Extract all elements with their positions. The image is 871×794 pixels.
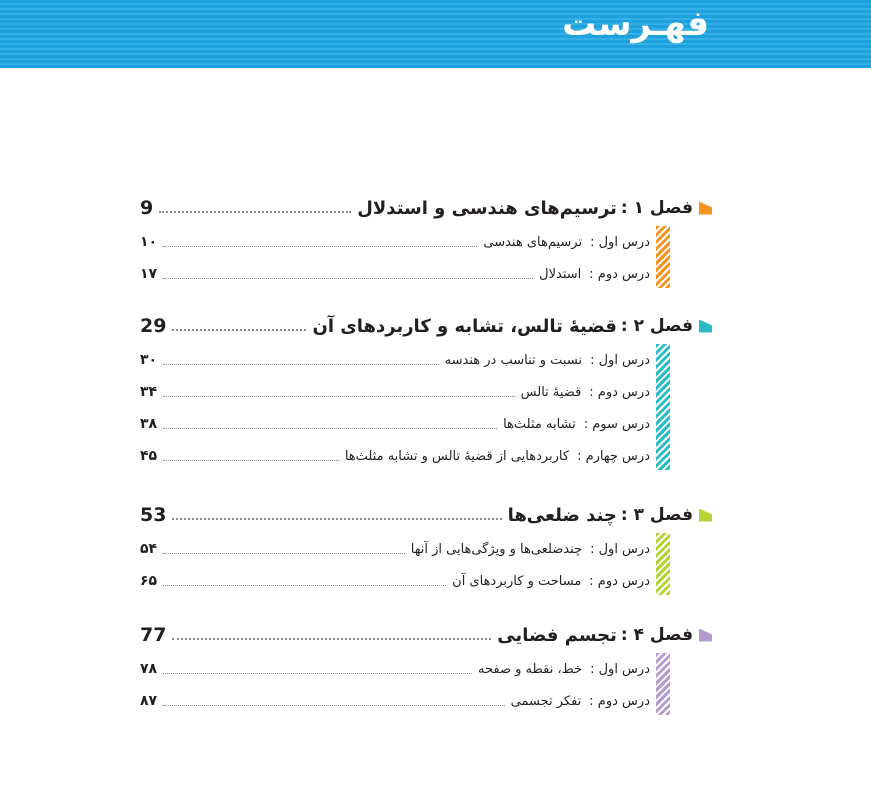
lesson-list <box>140 533 712 597</box>
chapter-heading[interactable] <box>140 500 712 530</box>
dot-leader <box>172 329 306 331</box>
chapter-page-number: 29 <box>140 315 167 337</box>
lesson-title: تفکر تجسمی <box>510 693 582 709</box>
lesson-title: مساحت و کاربردهای آن <box>452 573 582 589</box>
chapter-page-number: 77 <box>140 624 167 646</box>
chapter-label: فصل ۳ : <box>620 505 693 525</box>
lesson-page-number: ۱۰ <box>140 234 158 250</box>
lesson-prefix: درس چهارم : <box>577 448 650 464</box>
chapter-heading[interactable] <box>140 311 712 341</box>
lesson-page-number: ۵۴ <box>140 541 158 557</box>
lesson-item[interactable] <box>140 685 712 717</box>
dot-leader <box>163 585 446 586</box>
dot-leader <box>163 278 533 279</box>
lesson-title: قضیهٔ تالس <box>520 384 582 400</box>
chapter-4 <box>140 620 712 717</box>
lesson-title: نسبت و تناسب در هندسه <box>444 352 583 368</box>
lesson-title: چندضلعی‌ها و ویژگی‌هایی از آنها <box>410 541 583 557</box>
dot-leader <box>163 673 472 674</box>
lesson-page-number: ۳۴ <box>140 384 158 400</box>
lesson-item[interactable] <box>140 565 712 597</box>
chapter-title: قضیهٔ تالس، تشابه و کاربردهای آن <box>312 315 617 337</box>
lesson-page-number: ۱۷ <box>140 266 158 282</box>
chapter-3 <box>140 500 712 597</box>
dot-leader <box>172 638 491 640</box>
lesson-item[interactable] <box>140 653 712 685</box>
lesson-prefix: درس سوم : <box>583 416 650 432</box>
chapter-label: فصل ۲ : <box>620 316 693 336</box>
lesson-item[interactable] <box>140 258 712 290</box>
chapter-heading[interactable] <box>140 193 712 223</box>
chapter-marker-icon <box>699 629 712 642</box>
lesson-item[interactable] <box>140 440 712 472</box>
chapter-title: ترسیم‌های هندسی و استدلال <box>357 197 617 219</box>
dot-leader <box>163 396 515 397</box>
lesson-prefix: درس دوم : <box>589 573 650 589</box>
dot-leader <box>163 428 497 429</box>
chapter-2 <box>140 311 712 472</box>
lesson-prefix: درس دوم : <box>589 384 650 400</box>
lesson-prefix: درس دوم : <box>589 693 650 709</box>
lesson-item[interactable] <box>140 408 712 440</box>
lesson-item[interactable] <box>140 533 712 565</box>
dot-leader <box>163 364 439 365</box>
chapter-page-number: 53 <box>140 504 167 526</box>
lesson-list <box>140 653 712 717</box>
lesson-page-number: ۴۵ <box>140 448 158 464</box>
chapter-heading[interactable] <box>140 620 712 650</box>
lesson-page-number: ۷۸ <box>140 661 158 677</box>
lesson-prefix: درس اول : <box>590 541 650 557</box>
dot-leader <box>163 246 477 247</box>
chapter-marker-icon <box>699 202 712 215</box>
lesson-page-number: ۸۷ <box>140 693 158 709</box>
lesson-page-number: ۳۰ <box>140 352 158 368</box>
lesson-prefix: درس اول : <box>590 661 650 677</box>
lesson-prefix: درس دوم : <box>589 266 650 282</box>
dot-leader <box>163 705 505 706</box>
dot-leader <box>159 211 351 213</box>
lesson-prefix: درس اول : <box>590 234 650 250</box>
dot-leader <box>163 553 405 554</box>
chapter-marker-icon <box>699 320 712 333</box>
lesson-title: ترسیم‌های هندسی <box>483 234 583 250</box>
dot-leader <box>172 518 501 520</box>
lesson-title: کاربردهایی از قضیهٔ تالس و تشابه مثلث‌ها <box>344 448 570 464</box>
chapter-label: فصل ۱ : <box>620 198 693 218</box>
lesson-prefix: درس اول : <box>590 352 650 368</box>
lesson-page-number: ۶۵ <box>140 573 158 589</box>
lesson-list <box>140 226 712 290</box>
chapter-marker-icon <box>699 509 712 522</box>
chapter-title: چند ضلعی‌ها <box>507 504 617 526</box>
chapter-title: تجسم فضایی <box>497 624 617 646</box>
lesson-item[interactable] <box>140 226 712 258</box>
lesson-item[interactable] <box>140 376 712 408</box>
lesson-title: تشابه مثلث‌ها <box>503 416 576 432</box>
dot-leader <box>163 460 339 461</box>
chapter-1 <box>140 193 712 290</box>
lesson-page-number: ۳۸ <box>140 416 158 432</box>
chapter-page-number: 9 <box>140 197 154 219</box>
lesson-title: خط، نقطه و صفحه <box>478 661 583 677</box>
lesson-title: استدلال <box>539 266 582 282</box>
page-title: فهـرست <box>562 4 709 44</box>
lesson-item[interactable] <box>140 344 712 376</box>
lesson-list <box>140 344 712 472</box>
chapter-label: فصل ۴ : <box>620 625 693 645</box>
